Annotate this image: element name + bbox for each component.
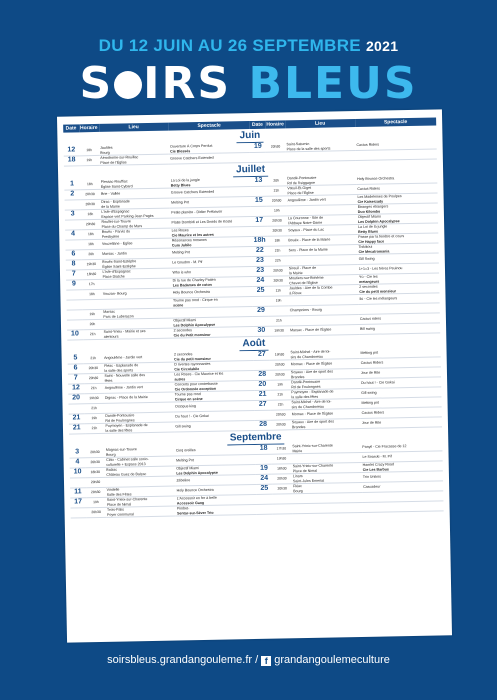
schedule-cell: 17h30 (271, 444, 291, 454)
schedule-cell: Puymoyen - Esplanade de la salle des fêtes (290, 388, 360, 399)
title-word-bleus: BLEUS (248, 58, 418, 109)
schedule-cell: 21h (266, 186, 286, 196)
schedule-cell: 19h (86, 497, 106, 507)
schedule-cell: Dandé-Pontouaire Rd de Foulongnes (104, 412, 174, 423)
schedule-cell: 21h (269, 316, 289, 326)
schedule-cell: Octopus king (174, 400, 255, 412)
schedule-table (63, 117, 443, 518)
schedule-cell: 19h (270, 380, 290, 390)
schedule-cell: Fléac Bourg (292, 482, 362, 493)
schedule-cell: Bouëx - Place de la Mairie (287, 235, 357, 246)
schedule-cell: 17h (82, 279, 102, 289)
schedule-cell: Panyil - Cie Fracasse de 12 (361, 441, 442, 452)
schedule-cell (67, 310, 83, 320)
schedule-cell: 29 (253, 306, 269, 316)
schedule-cell: 3 (65, 210, 81, 220)
schedule-cell: Trois-Palis Foyer communal (106, 506, 176, 517)
schedule-cell: 19h30 (84, 393, 104, 403)
schedule-cell (269, 306, 289, 316)
schedule-cell: L'Isle-d'Espagnac Espace vert Parking Jean Pagès (100, 208, 170, 219)
schedule-cell: 6 (66, 250, 82, 260)
schedule-cell: 8 (66, 260, 82, 270)
schedule-cell: Hamlet Crazy Road Cie Les Barbus (362, 461, 443, 473)
schedule-cell (272, 504, 292, 514)
schedule-cell: 20h30 (80, 189, 100, 199)
schedule-cell: Concerts pour contrebasse Cie Ordonnée exception (174, 380, 255, 392)
schedule-cell: 17 (251, 216, 267, 226)
schedule-cell: 21 (69, 414, 85, 424)
schedule-cell: Bouëx-Saint-Estèphe Église Saint-Estèphe (101, 258, 171, 269)
schedule-cell: 19h (84, 413, 104, 423)
schedule-cell: 21h (84, 383, 104, 393)
schedule-cell: Saint - Nouvelle salle des fêtes (103, 372, 173, 383)
schedule-cell: 19h30 (269, 326, 289, 336)
schedule-cell: Les Madeleines de Poulpes Cie Kaiserzady (356, 193, 437, 205)
schedule-cell: 10 (67, 330, 83, 340)
schedule-cell: 20h30 (267, 216, 287, 226)
col-lieu-2: Lieu (285, 119, 355, 128)
program-sheet (57, 109, 452, 642)
col-horaire-2: Horaire (266, 121, 284, 128)
schedule-cell: Melting Pot (175, 454, 256, 466)
schedule-cell: Angoulême - Jardin vert (287, 195, 357, 206)
schedule-cell: Saint-Michel - Aire de loi- sirs de Chamboreau (290, 398, 360, 409)
schedule-cell: Marsac - Jardin (101, 248, 171, 259)
schedule-cell: 30 (254, 326, 270, 336)
schedule-cell: 18h (82, 289, 102, 299)
schedule-cell: 20h30 (272, 474, 292, 484)
schedule-cell: Cactus Riders (356, 183, 437, 195)
schedule-cell (255, 410, 271, 420)
schedule-cell: 20h30 (271, 410, 291, 420)
schedule-cell: Linars Saint-Jules Emeriat (292, 472, 362, 483)
schedule-cell: Groove Catchers Extended (169, 153, 250, 165)
schedule-cell: 20h30 (80, 199, 100, 209)
schedule-cell: Vœuil-Et-Giget Place de l'Église (286, 185, 356, 196)
schedule-cell: 12 (68, 384, 84, 394)
footer (0, 654, 497, 666)
schedule-cell: L'Isle-d'Espagnac Place Diatche (101, 268, 171, 279)
schedule-cell (65, 200, 81, 210)
schedule-cell: 20h30 (85, 477, 105, 487)
schedule-cell: 20h (266, 176, 286, 186)
schedule-cell: 21 (69, 424, 85, 434)
schedule-cell: 28 (255, 420, 271, 430)
schedule-cell: 18h (80, 209, 100, 219)
col-lieu: Lieu (99, 123, 169, 132)
schedule-cell: Brie - Vallée (100, 188, 170, 199)
month-title: Juillet (233, 163, 268, 177)
schedule-cell: Tiskikoui Cie Mecatromania (357, 243, 438, 255)
schedule-cell: 19h30 (270, 350, 290, 360)
schedule-cell: Holy Bounce Orchestra (356, 173, 437, 184)
schedule-cell: 25 (253, 286, 269, 296)
schedule-cell: Gill swing (360, 387, 441, 399)
schedule-cell: Platte Dombidi et Les Droids de Kosté (170, 217, 251, 229)
schedule-cell: Cactus Riders (360, 357, 441, 369)
schedule-cell: 1 (64, 180, 80, 190)
schedule-cell: Holy Bounce Orchestra (176, 484, 257, 496)
schedule-cell: Résonances romanes Cum Jubilo (171, 237, 252, 249)
schedule-cell: 24 (253, 276, 269, 286)
schedule-cell: 12 (64, 146, 80, 156)
schedule-cell: 20h30 (86, 487, 106, 497)
schedule-cell: 20h30 (267, 196, 287, 206)
schedule-cell: Trio Unikos (362, 471, 443, 483)
schedule-cell: Cactus riders (359, 313, 440, 325)
schedule-cell: 13 (251, 177, 267, 187)
schedule-cell: 18h (81, 239, 101, 249)
schedule-cell: Fléac - Esplanade de la salle des sports (103, 362, 173, 373)
schedule-cell: 18h30 (272, 464, 292, 474)
schedule-cell: 19h (79, 155, 99, 165)
schedule-cell: Mornac - Place de l'Église (290, 358, 360, 369)
schedule-cell (67, 320, 83, 330)
schedule-cell: Le Soarcki - M. Pif (361, 451, 442, 463)
schedule-cell (253, 316, 269, 326)
schedule-cell: Melting Pot (171, 247, 252, 259)
schedule-cell: Le Goudon - M. Pif (171, 257, 252, 269)
schedule-cell: 7 (66, 270, 82, 280)
schedule-cell: 3 (69, 448, 85, 458)
schedule-cell: 20h30 (81, 219, 101, 229)
schedule-cell: 21h (268, 246, 288, 256)
schedule-cell: Saint-Michel - Aire de loi- sirs de Chamboreau (289, 349, 359, 360)
schedule-cell: Plessac-Rouffiac Église Saint-Cybard (100, 179, 170, 190)
schedule-cell: Objectif Miami Les Dolphin Apocalypse (175, 464, 256, 476)
festival-dates (0, 36, 497, 56)
schedule-cell: Melting pot (359, 347, 440, 358)
schedule-cell (252, 226, 268, 236)
schedule-cell: Soyaux - Aire de sport des Brandes (290, 368, 360, 379)
schedule-cell: 20h30 (268, 266, 288, 276)
schedule-cell: 17 (70, 498, 86, 508)
schedule-cell: 1+1=3 - Les frères Peuinou (358, 263, 439, 275)
schedule-cell: Passe par la fenêtre et cours Cie Happy face (357, 233, 438, 245)
schedule-cell (253, 296, 269, 306)
schedule-cell: 20h30 (83, 373, 103, 383)
schedule-cell: 20h30 (85, 448, 105, 458)
schedule-cell: 19 (256, 464, 272, 474)
schedule-cell: Saint-Yrieix-sur-Charente Mairie (291, 443, 361, 454)
schedule-cell: 21 (255, 390, 271, 400)
schedule-cell (65, 220, 81, 230)
schedule-cell: 9 (66, 280, 82, 290)
schedule-cell: Cactus Riders (361, 407, 442, 419)
schedule-cell: 4 (70, 458, 86, 468)
schedule-cell: 20h30 (86, 507, 106, 517)
schedule-cell (254, 360, 270, 370)
schedule-cell: Who is who (171, 267, 252, 279)
schedule-cell: Jauldes Bourg (99, 145, 169, 156)
schedule-cell: Dandé-Pontouaire Rd de l'Isiggagne (286, 175, 356, 186)
schedule-cell: Claix - Cabinet salle socio- culturelle + Espace 2013 (105, 456, 175, 467)
schedule-cell: Roullet-sur-Touvre Place du Champ de Mars (100, 218, 170, 229)
schedule-cell (71, 508, 87, 518)
schedule-cell: 5 (68, 354, 84, 364)
schedule-cell: 21h (270, 390, 290, 400)
schedule-cell: 18h (252, 236, 268, 246)
schedule-cell: Bouëx - Parvis du Presbytère (101, 228, 171, 239)
schedule-cell: Objectif Miami Les Dolphin Apocalypse (357, 213, 438, 225)
month-title: Juin (236, 129, 263, 143)
facebook-handle[interactable]: grandangoulemeculture (274, 654, 390, 666)
schedule-cell: Moutiers-sur-Bohème Chevet de l'Église (288, 274, 358, 285)
schedule-cell (251, 206, 267, 216)
schedule-cell: 2 secondes Cie du Petit monsieur (173, 327, 254, 339)
schedule-cell: 18h (81, 229, 101, 239)
schedule-cell: Du haut ! - Cie Gokai (360, 377, 441, 389)
schedule-cell: 18h (79, 146, 99, 156)
schedule-cell: Aérodrome-sur-Rouillac Place de l'Église (99, 154, 169, 165)
col-spectacle-2: Spectacle (355, 117, 436, 127)
schedule-cell (70, 478, 86, 488)
schedule-cell (66, 290, 82, 300)
schedule-cell: 21h (84, 403, 104, 413)
schedule-cell (272, 494, 292, 504)
schedule-cell: Yù - Cie les meiangeurs (358, 273, 439, 285)
schedule-cell (256, 454, 272, 464)
schedule-cell (67, 300, 83, 310)
schedule-cell: Ouverture À Corps Perdus Cie Blessés (169, 143, 250, 154)
schedule-cell (82, 299, 102, 309)
col-spectacle: Spectacle (169, 121, 250, 131)
schedule-cell: 19h (82, 309, 102, 319)
schedule-cell: 2 (64, 190, 80, 200)
schedule-cell: 19 (250, 143, 266, 153)
schedule-cell: Saint-Yrieix-sur-Charente Place de Nimal (106, 496, 176, 507)
schedule-cell: Les Roses Cie Maurice et les autres (171, 227, 252, 239)
schedule-cell: 15 (251, 196, 267, 206)
schedule-cell: Gill swing (174, 420, 255, 432)
schedule-cell: Jauldes - Aire de la Combe à Rioux (288, 284, 358, 295)
schedule-cell: Tourne pas rond - Cirque en scène (172, 297, 253, 309)
schedule-cell: La Loi de la jungle Betty Blues (357, 223, 438, 235)
schedule-cell: Gill Swing (358, 253, 439, 265)
schedule-cell: Holy Bounce Orchestra (172, 287, 253, 299)
schedule-cell: Di la rue de Charley Patten Les Badames de coton (172, 277, 253, 289)
schedule-cell: Melting Pot (170, 197, 251, 209)
schedule-cell: Vouzan- Bourg (102, 288, 172, 299)
schedule-cell: 20 (255, 380, 271, 390)
schedule-cell: 21h (270, 400, 290, 410)
schedule-cell: 20h30 (266, 142, 286, 152)
schedule-cell: 18h30 (81, 269, 101, 279)
schedule-cell: Saint-Saturnin Place de la salle des sports (285, 141, 355, 152)
schedule-cell: Saint-Yrieix - Mairie et ses alentours (103, 328, 173, 339)
schedule-cell: Groove Catchers Extended (170, 187, 251, 199)
schedule-cell: Puymoyen - Esplanade de la salle des fêtes (104, 422, 174, 433)
schedule-cell: Pimbet- Sentar-sur-Séver Trio (176, 504, 257, 516)
schedule-cell (362, 501, 443, 513)
schedule-cell: Marsac Parc de Luberaçon (102, 308, 172, 319)
schedule-cell: Magnac-sur-Touvre Bourg (105, 447, 175, 458)
schedule-cell: Sireuil - Place de la Mairie (288, 264, 358, 275)
schedule-cell: 19h30 (272, 454, 292, 464)
schedule-cell: 6 (68, 364, 84, 374)
schedule-cell: Balzac Château Guez de Balzac (105, 466, 175, 477)
moon-dot-icon (114, 71, 142, 99)
schedule-cell: 21h (83, 354, 103, 364)
facebook-icon: f (261, 656, 271, 666)
col-date-2: Date (250, 121, 266, 129)
schedule-cell: 23 (252, 266, 268, 276)
schedule-cell: 20h (81, 249, 101, 259)
col-horaire: Horaire (79, 124, 98, 132)
schedule-cell: Ilù - Cie les mélangeurs (358, 293, 439, 305)
schedule-cell: 22 (252, 246, 268, 256)
schedule-cell: 24 (256, 474, 272, 484)
schedule-cell: D rivertes rayonnantes Cie Circolabile (173, 361, 254, 373)
schedule-cell: Vindelle Salle des Fêtes (106, 486, 176, 497)
schedule-cell: Saint-Yrieix-sur-Charente Place de Nimal (292, 462, 362, 473)
schedule-cell: La Loi de la jungle Betty Blues (170, 177, 251, 188)
schedule-cell: Champniers - Bourg (289, 304, 359, 315)
schedule-cell (65, 240, 81, 250)
schedule-cell: Mornac - Place de l'Église (291, 408, 361, 419)
schedule-cell: Du haut ! - Cie Gokai (174, 410, 255, 422)
schedule-cell: 25 (257, 484, 273, 494)
schedule-cell: Jour de Rite (360, 367, 441, 379)
schedule-cell: 20h30 (83, 363, 103, 373)
schedule-cell: L'Accessoir en fer à belle Accessoir Gang (176, 494, 257, 506)
schedule-cell: 2 secondes Cie du petit monsieur (173, 351, 254, 362)
schedule-cell: Soyaux - Aire de sport des Brandes (291, 418, 361, 429)
schedule-cell: 19h (267, 206, 287, 216)
schedule-cell: 23 (252, 256, 268, 266)
schedule-cell: 7 (68, 374, 84, 384)
schedule-cell: 4 (65, 230, 81, 240)
schedule-cell: 18h30 (85, 467, 105, 477)
schedule-cell: Angoulême - Jardin vert (104, 382, 174, 393)
schedule-cell: 20h (82, 319, 102, 329)
title-letter-s: S (79, 58, 114, 109)
schedule-cell: Petite planète - Didier Prébavoir (170, 207, 251, 219)
schedule-cell: Cascadeur (362, 481, 443, 493)
schedule-cell: 19h30 (81, 259, 101, 269)
schedule-cell: Vouzellane - Église (101, 238, 171, 249)
schedule-cell: La Couronne - Site de l'Abbaye Notre-Dame (287, 215, 357, 226)
schedule-cell (257, 494, 273, 504)
schedule-cell: 18h (80, 180, 100, 190)
schedule-cell: 20h30 (270, 370, 290, 380)
schedule-cell: 27 (254, 351, 270, 361)
schedule-cell: 11 (70, 488, 86, 498)
schedule-cell: Cinq oreilles (175, 445, 256, 456)
dates-text: DU 12 JUIN AU 26 SEPTEMBRE (98, 36, 361, 55)
schedule-cell: Sers - Place de la Mairie (287, 245, 357, 256)
schedule-cell: 20h30 (267, 226, 287, 236)
schedule-cell: Melting pot (360, 397, 441, 409)
schedule-cell: 11h (268, 286, 288, 296)
schedule-cell: Angoulême - Jardin vert (103, 353, 173, 364)
schedule-cell (69, 404, 85, 414)
month-title: Septembre (227, 431, 285, 445)
schedule-cell: 20h30 (270, 360, 290, 370)
schedule-cell: Zèbeline (175, 474, 256, 486)
schedule-cell: 18 (64, 156, 80, 166)
schedule-cell: Bill swing (359, 323, 440, 335)
schedule-cell: 2 secondes Cie du petit monsieur (358, 283, 439, 295)
schedule-cell: 10 (70, 468, 86, 478)
schedule-cell: 20h30 (85, 457, 105, 467)
schedule-cell (251, 186, 267, 196)
schedule-cell: Tourne pas rond Cirque en scène (174, 390, 255, 402)
schedule-cell: 28 (254, 370, 270, 380)
schedule-cell: Cactus Riders (355, 139, 436, 150)
schedule-cell: 18 (256, 445, 272, 455)
schedule-cell: 20h30 (272, 484, 292, 494)
website-link[interactable]: soirsbleus.grandangouleme.fr / (107, 654, 259, 666)
schedule-cell: Les Roses - Cie Maurice et les autres (173, 371, 254, 383)
schedule-cell (292, 502, 362, 513)
schedule-cell: 19h (268, 296, 288, 306)
schedule-cell: 18h (267, 236, 287, 246)
schedule-cell: 20h30 (271, 420, 291, 430)
schedule-cell: Dirac - Esplanade de la Mairie (100, 198, 170, 209)
festival-title (0, 58, 497, 109)
schedule-cell: 20h30 (268, 276, 288, 286)
schedule-cell: 22h (268, 256, 288, 266)
schedule-cell: Dandé-Pontouaire Rd de Foulongnes (290, 378, 360, 389)
title-word-soirs: IRS (143, 58, 232, 109)
schedule-cell: Étranges étrangers Duo Kilombo (357, 203, 438, 215)
schedule-cell: Objectif Miami Les Dolphin Apocalypse (172, 317, 253, 329)
schedule-cell: 20 (68, 394, 84, 404)
schedule-cell: Marsac - Place de l'Église (289, 324, 359, 335)
col-date: Date (63, 124, 79, 132)
schedule-cell: Dignac - Place de la Mairie (104, 392, 174, 403)
schedule-cell: 27 (255, 400, 271, 410)
schedule-cell (257, 504, 273, 514)
schedule-cell: 21h (83, 329, 103, 339)
schedule-cell (250, 152, 266, 162)
year-text: 2021 (365, 38, 399, 54)
schedule-cell (266, 152, 286, 162)
schedule-cell: Jour de Rite (361, 417, 442, 429)
month-title: Août (239, 337, 268, 351)
schedule-cell: Soyaux - Place du Lac (287, 225, 357, 236)
schedule-cell: 21h (84, 423, 104, 433)
